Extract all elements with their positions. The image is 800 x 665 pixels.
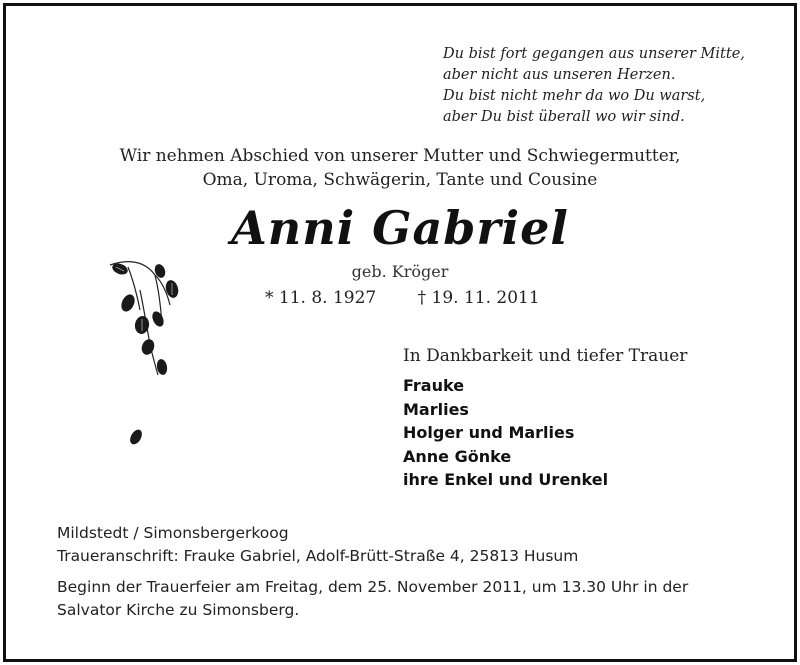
mourner-name: Holger und Marlies [403,423,575,442]
mourner-name: ihre Enkel und Urenkel [403,470,609,489]
poem-line: Du bist fort gegangen aus unserer Mitte, [443,46,745,62]
address-line: Traueranschrift: Frauke Gabriel, Adolf-Brütt-Straße 4, 25813 Husum [57,547,579,565]
mourners-list [403,374,608,492]
birch-branch-icon [100,255,200,455]
birth-date: * 11. 8. 1927 [265,288,377,308]
intro-line: Oma, Uroma, Schwägerin, Tante und Cousine [202,170,598,190]
birth-name: geb. Kröger [351,262,449,281]
deceased-name: Anni Gabriel [231,201,569,255]
poem [443,44,745,128]
mourner-name: Frauke [403,376,465,395]
service-line: Salvator Kirche zu Simonsberg. [57,601,300,619]
mourning-intro: In Dankbarkeit und tiefer Trauer [403,346,688,366]
service-line: Beginn der Trauerfeier am Freitag, dem 25. November 2011, um 13.30 Uhr in der [57,578,689,596]
poem-line: aber Du bist überall wo wir sind. [443,109,685,125]
mourner-name: Marlies [403,399,469,419]
intro-line: Wir nehmen Abschied von unserer Mutter und Schwiegermutter, [119,146,681,166]
poem-line: Du bist nicht mehr da wo Du warst, [443,88,706,104]
poem-line: aber nicht aus unseren Herzen. [443,67,676,83]
life-dates [265,288,540,308]
footer-info [57,522,688,622]
mourner-name: Anne Gönke [403,446,512,466]
place-line: Mildstedt / Simonsbergerkoog [57,524,289,542]
death-date: † 19. 11. 2011 [417,288,540,308]
intro-text [0,144,800,192]
